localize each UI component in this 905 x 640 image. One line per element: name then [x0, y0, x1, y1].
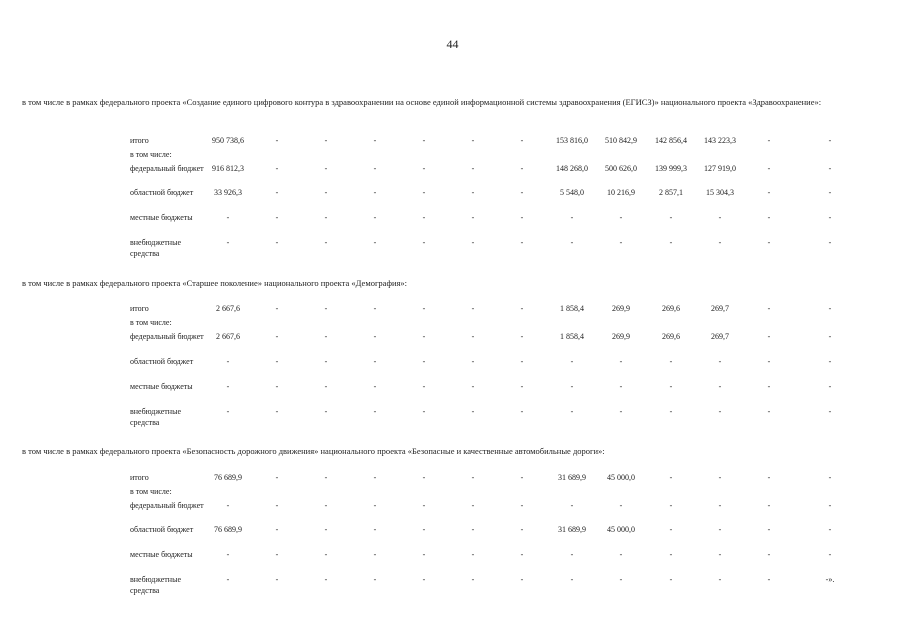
- table-cell: -: [767, 501, 771, 510]
- table-cell: -: [471, 213, 475, 222]
- table-cell: -: [619, 357, 623, 366]
- table-cell: -: [422, 473, 426, 482]
- table-cell: -: [570, 357, 574, 366]
- table-cell: -: [471, 473, 475, 482]
- section-heading: в том числе в рамках федерального проекта «Старшее поколение» национального проекта «Демография»:: [22, 278, 408, 288]
- row-label: внебюджетные средства: [130, 407, 181, 427]
- table-cell: -: [324, 550, 328, 559]
- table-cell: 269,6: [662, 304, 680, 313]
- table-cell: 1 858,4: [560, 332, 584, 341]
- table-cell: -: [520, 550, 524, 559]
- table-cell: -: [275, 382, 279, 391]
- page-number: 44: [446, 37, 459, 51]
- table-cell: -: [520, 525, 524, 534]
- table-cell: -: [324, 238, 328, 247]
- table-cell: -: [619, 382, 623, 391]
- table-cell: -: [767, 575, 771, 584]
- table-cell: -: [226, 357, 230, 366]
- table-cell: -: [669, 525, 673, 534]
- table-cell: -: [669, 575, 673, 584]
- table-cell: -: [373, 332, 377, 341]
- table-cell: -: [373, 304, 377, 313]
- table-cell: -: [373, 407, 377, 416]
- table-cell: 5 548,0: [560, 188, 584, 197]
- row-label: итого: [130, 473, 149, 482]
- table-cell: -: [226, 407, 230, 416]
- table-cell: -: [324, 382, 328, 391]
- table-cell: 10 216,9: [607, 188, 635, 197]
- table-cell: -: [471, 238, 475, 247]
- table-row: [0, 212, 905, 236]
- table-row: [0, 163, 905, 187]
- table-cell: -: [767, 136, 771, 145]
- table-row: [0, 187, 905, 211]
- table-cell: -: [828, 164, 832, 173]
- row-label: внебюджетные средства: [130, 575, 181, 595]
- table-cell: -: [422, 550, 426, 559]
- table-cell: 916 812,3: [212, 164, 244, 173]
- table-cell: -: [828, 357, 832, 366]
- table-cell: -: [718, 525, 722, 534]
- table-cell: -: [373, 473, 377, 482]
- table-cell: -: [226, 213, 230, 222]
- table-cell: -: [767, 332, 771, 341]
- table-cell: -: [520, 164, 524, 173]
- table-cell: -: [471, 501, 475, 510]
- table-cell: -: [828, 188, 832, 197]
- table-cell: -: [520, 304, 524, 313]
- table-cell: -: [373, 382, 377, 391]
- table-cell: -: [422, 188, 426, 197]
- table-cell: 45 000,0: [607, 473, 635, 482]
- row-label: местные бюджеты: [130, 550, 193, 559]
- table-cell: 269,6: [662, 332, 680, 341]
- table-cell: -: [422, 575, 426, 584]
- table-row: [0, 524, 905, 548]
- table-cell: 2 667,6: [216, 332, 240, 341]
- table-cell: -».: [825, 575, 835, 584]
- table-cell: -: [324, 525, 328, 534]
- table-cell: -: [422, 213, 426, 222]
- table-cell: -: [373, 501, 377, 510]
- table-cell: -: [718, 238, 722, 247]
- table-cell: -: [422, 407, 426, 416]
- table-cell: -: [718, 407, 722, 416]
- table-cell: 31 689,9: [558, 473, 586, 482]
- table-cell: 15 304,3: [706, 188, 734, 197]
- table-cell: -: [226, 550, 230, 559]
- table-cell: -: [422, 164, 426, 173]
- table-cell: -: [226, 575, 230, 584]
- table-cell: -: [373, 136, 377, 145]
- table-cell: -: [275, 575, 279, 584]
- table-cell: -: [422, 501, 426, 510]
- table-cell: -: [373, 213, 377, 222]
- table-cell: -: [669, 473, 673, 482]
- table-cell: 269,7: [711, 332, 729, 341]
- row-label: федеральный бюджет: [130, 501, 204, 510]
- row-label: итого: [130, 304, 149, 313]
- table-cell: -: [373, 525, 377, 534]
- table-cell: -: [275, 304, 279, 313]
- table-cell: 2 857,1: [659, 188, 683, 197]
- table-cell: 139 999,3: [655, 164, 687, 173]
- table-cell: -: [422, 357, 426, 366]
- table-cell: 153 816,0: [556, 136, 588, 145]
- table-cell: -: [520, 332, 524, 341]
- table-cell: -: [373, 575, 377, 584]
- table-cell: -: [471, 332, 475, 341]
- table-cell: -: [570, 382, 574, 391]
- table-cell: -: [718, 382, 722, 391]
- table-cell: -: [275, 164, 279, 173]
- table-cell: -: [275, 473, 279, 482]
- table-cell: -: [422, 382, 426, 391]
- table-cell: -: [275, 332, 279, 341]
- table-cell: -: [373, 164, 377, 173]
- table-cell: -: [324, 188, 328, 197]
- table-cell: -: [828, 501, 832, 510]
- table-cell: -: [373, 550, 377, 559]
- section-heading: в том числе в рамках федерального проекта «Создание единого цифрового контура в здравоохранении на основе единой информационной системы здравоохранения (ЕГИСЗ)» национального проекта «Здравоохранение»:: [22, 97, 822, 107]
- table-cell: -: [828, 332, 832, 341]
- table-row: [0, 381, 905, 405]
- table-cell: -: [520, 136, 524, 145]
- table-cell: -: [767, 550, 771, 559]
- table-cell: -: [275, 188, 279, 197]
- table-cell: 45 000,0: [607, 525, 635, 534]
- table-cell: -: [718, 550, 722, 559]
- table-cell: -: [520, 238, 524, 247]
- table-cell: 33 926,3: [214, 188, 242, 197]
- table-cell: -: [828, 550, 832, 559]
- row-label: местные бюджеты: [130, 382, 193, 391]
- table-cell: -: [520, 188, 524, 197]
- table-row: [0, 549, 905, 573]
- table-cell: -: [275, 238, 279, 247]
- table-cell: -: [570, 213, 574, 222]
- table-cell: -: [570, 501, 574, 510]
- section-heading: в том числе в рамках федерального проекта «Безопасность дорожного движения» национального проекта «Безопасные и качественные автомобильные дороги»:: [22, 446, 605, 456]
- table-cell: -: [767, 525, 771, 534]
- table-cell: 76 689,9: [214, 473, 242, 482]
- table-cell: -: [718, 213, 722, 222]
- table-cell: -: [669, 213, 673, 222]
- table-cell: -: [422, 136, 426, 145]
- table-cell: -: [767, 188, 771, 197]
- table-cell: -: [275, 525, 279, 534]
- table-cell: -: [767, 304, 771, 313]
- table-cell: -: [373, 188, 377, 197]
- table-cell: -: [767, 382, 771, 391]
- table-cell: -: [471, 357, 475, 366]
- table-cell: -: [471, 525, 475, 534]
- table-cell: -: [324, 164, 328, 173]
- table-cell: -: [718, 473, 722, 482]
- table-cell: -: [275, 136, 279, 145]
- table-cell: -: [324, 575, 328, 584]
- table-cell: 142 856,4: [655, 136, 687, 145]
- row-label: итого: [130, 136, 149, 145]
- table-cell: -: [471, 550, 475, 559]
- table-cell: -: [422, 525, 426, 534]
- table-cell: -: [718, 501, 722, 510]
- table-cell: -: [373, 357, 377, 366]
- row-label: федеральный бюджет: [130, 164, 204, 173]
- table-cell: -: [828, 136, 832, 145]
- table-cell: 950 738,6: [212, 136, 244, 145]
- table-cell: -: [669, 357, 673, 366]
- table-cell: -: [718, 575, 722, 584]
- table-cell: -: [669, 501, 673, 510]
- row-label: областной бюджет: [130, 357, 194, 366]
- table-cell: -: [619, 213, 623, 222]
- table-cell: -: [767, 164, 771, 173]
- table-cell: -: [471, 575, 475, 584]
- table-cell: 127 919,0: [704, 164, 736, 173]
- table-cell: -: [471, 188, 475, 197]
- table-cell: -: [828, 382, 832, 391]
- table-cell: -: [570, 575, 574, 584]
- table-cell: -: [570, 407, 574, 416]
- table-cell: -: [669, 550, 673, 559]
- table-cell: 31 689,9: [558, 525, 586, 534]
- table-cell: -: [324, 332, 328, 341]
- row-label: в том числе:: [130, 150, 172, 159]
- table-cell: -: [520, 407, 524, 416]
- table-cell: -: [275, 550, 279, 559]
- row-label: в том числе:: [130, 487, 172, 496]
- table-row: [0, 237, 905, 261]
- table-cell: -: [324, 407, 328, 416]
- table-cell: -: [471, 407, 475, 416]
- table-cell: -: [324, 136, 328, 145]
- table-cell: -: [570, 550, 574, 559]
- row-label: областной бюджет: [130, 525, 194, 534]
- table-cell: -: [471, 382, 475, 391]
- table-cell: -: [422, 238, 426, 247]
- table-cell: -: [767, 213, 771, 222]
- table-cell: 2 667,6: [216, 304, 240, 313]
- row-label: областной бюджет: [130, 188, 194, 197]
- table-cell: -: [520, 357, 524, 366]
- table-cell: -: [669, 238, 673, 247]
- table-cell: -: [520, 382, 524, 391]
- table-cell: -: [619, 550, 623, 559]
- row-label: внебюджетные средства: [130, 238, 181, 258]
- table-cell: -: [828, 304, 832, 313]
- table-cell: -: [226, 238, 230, 247]
- table-cell: -: [619, 501, 623, 510]
- table-row: [0, 500, 905, 524]
- table-cell: -: [520, 473, 524, 482]
- table-cell: 269,7: [711, 304, 729, 313]
- table-cell: -: [324, 473, 328, 482]
- table-cell: -: [619, 407, 623, 416]
- table-cell: -: [422, 332, 426, 341]
- table-cell: -: [669, 382, 673, 391]
- table-cell: -: [471, 164, 475, 173]
- table-cell: -: [828, 238, 832, 247]
- table-cell: 76 689,9: [214, 525, 242, 534]
- table-cell: -: [275, 501, 279, 510]
- table-cell: -: [324, 304, 328, 313]
- table-cell: 269,9: [612, 304, 630, 313]
- table-cell: -: [324, 357, 328, 366]
- table-cell: -: [520, 501, 524, 510]
- table-cell: -: [324, 501, 328, 510]
- table-row: [0, 331, 905, 355]
- table-cell: -: [767, 238, 771, 247]
- table-cell: -: [570, 238, 574, 247]
- row-label: федеральный бюджет: [130, 332, 204, 341]
- table-cell: 1 858,4: [560, 304, 584, 313]
- table-cell: 143 223,3: [704, 136, 736, 145]
- table-cell: -: [767, 357, 771, 366]
- table-cell: -: [373, 238, 377, 247]
- table-cell: -: [767, 473, 771, 482]
- table-cell: -: [828, 407, 832, 416]
- table-row: [0, 356, 905, 380]
- table-cell: 500 626,0: [605, 164, 637, 173]
- table-row: [0, 574, 905, 598]
- table-cell: -: [275, 213, 279, 222]
- row-label: в том числе:: [130, 318, 172, 327]
- row-label: местные бюджеты: [130, 213, 193, 222]
- table-cell: -: [520, 213, 524, 222]
- table-cell: -: [828, 525, 832, 534]
- table-cell: -: [619, 575, 623, 584]
- table-cell: -: [520, 575, 524, 584]
- table-cell: 269,9: [612, 332, 630, 341]
- table-cell: -: [422, 304, 426, 313]
- table-cell: -: [324, 213, 328, 222]
- table-cell: -: [767, 407, 771, 416]
- table-cell: -: [275, 407, 279, 416]
- table-cell: 148 268,0: [556, 164, 588, 173]
- table-cell: -: [669, 407, 673, 416]
- table-cell: -: [828, 473, 832, 482]
- table-cell: -: [619, 238, 623, 247]
- table-cell: -: [718, 357, 722, 366]
- table-cell: -: [226, 501, 230, 510]
- table-cell: -: [226, 382, 230, 391]
- table-row: [0, 406, 905, 430]
- table-cell: -: [275, 357, 279, 366]
- table-cell: 510 842,9: [605, 136, 637, 145]
- table-cell: -: [471, 136, 475, 145]
- table-cell: -: [471, 304, 475, 313]
- table-cell: -: [828, 213, 832, 222]
